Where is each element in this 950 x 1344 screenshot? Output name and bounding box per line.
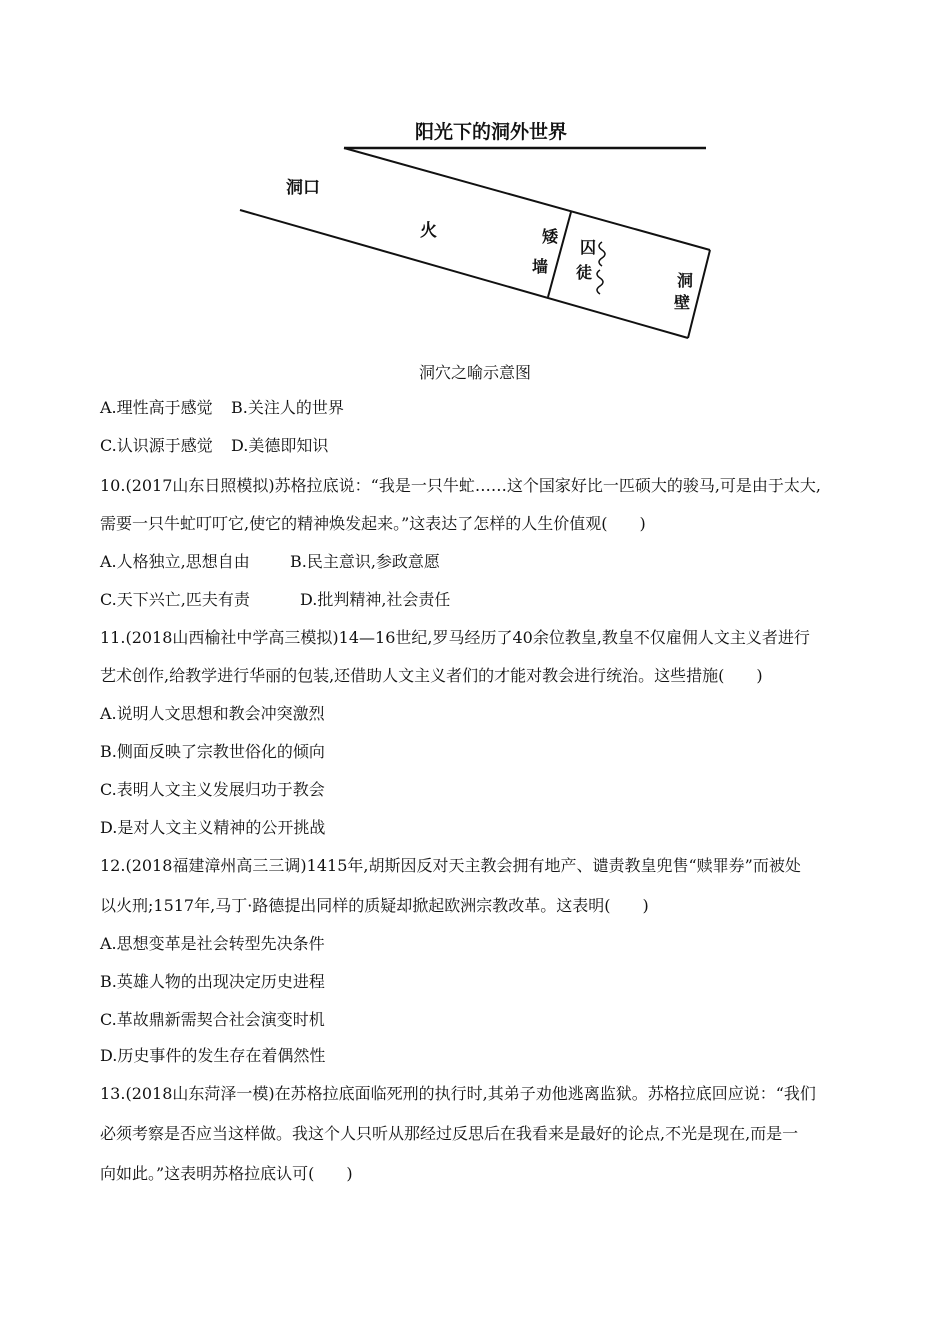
cave-allegory-diagram xyxy=(230,110,730,360)
q13-stem-line-3: 向如此。”这表明苏格拉底认可( ) xyxy=(100,1164,353,1183)
cave-wall-label-1: 洞 xyxy=(677,271,694,290)
q12-stem-line-2: 以火刑;1517年,马丁·路德提出同样的质疑却掀起欧洲宗教改革。这表明( ) xyxy=(100,896,649,915)
q11-option-a: A.说明人文思想和教会冲突激烈 xyxy=(100,704,325,723)
q9-option-b: B.关注人的世界 xyxy=(231,398,344,417)
cave-floor-line xyxy=(240,210,691,338)
q11-stem-line-1: 11.(2018山西榆社中学高三模拟)14—16世纪,罗马经历了40余位教皇,教皇不仅雇佣人文主义者进行 xyxy=(100,628,810,647)
q9-options-row-1 xyxy=(100,398,344,418)
q10-stem-line-1: 10.(2017山东日照模拟)苏格拉底说：“我是一只牛虻……这个国家好比一匹硕大的骏马,可是由于太大, xyxy=(100,476,822,495)
q10-option-c: C.天下兴亡,匹夫有责 xyxy=(100,590,250,609)
outside-world-title: 阳光下的洞外世界 xyxy=(415,121,568,143)
cave-end-wall xyxy=(688,250,710,338)
q9-options-row-2 xyxy=(100,436,329,456)
q12-option-a: A.思想变革是社会转型先决条件 xyxy=(100,934,325,953)
low-wall-label-2: 墙 xyxy=(532,257,549,276)
q10-option-b: B.民主意识,参政意愿 xyxy=(290,552,440,571)
fire-label: 火 xyxy=(420,221,437,241)
q10-options-row-2 xyxy=(100,590,451,610)
q10-stem-line-2: 需要一只牛虻叮叮它,使它的精神焕发起来。”这表达了怎样的人生价值观( ) xyxy=(100,514,646,533)
q11-stem-line-2: 艺术创作,给教学进行华丽的包装,还借助人文主义者们的才能对教会进行统治。这些措施( ) xyxy=(100,666,763,685)
q10-option-d: D.批判精神,社会责任 xyxy=(300,590,451,609)
q13-stem-line-2: 必须考察是否应当这样做。我这个人只听从那经过反思后在我看来是最好的论点,不光是现在,而是一 xyxy=(100,1124,799,1143)
cave-diagram-svg xyxy=(230,110,730,360)
q11-option-d: D.是对人文主义精神的公开挑战 xyxy=(100,818,326,837)
low-wall-line xyxy=(548,212,571,297)
q12-option-c: C.革故鼎新需契合社会演变时机 xyxy=(100,1010,325,1029)
q11-option-b: B.侧面反映了宗教世俗化的倾向 xyxy=(100,742,325,761)
q12-option-d: D.历史事件的发生存在着偶然性 xyxy=(100,1046,326,1065)
q10-option-a: A.人格独立,思想自由 xyxy=(100,552,250,571)
q10-options-row-1 xyxy=(100,552,440,572)
q12-option-b: B.英雄人物的出现决定历史进程 xyxy=(100,972,325,991)
cave-roof-line xyxy=(344,148,710,250)
prisoner-label-2: 徒 xyxy=(576,263,593,282)
cave-wall-label-2: 壁 xyxy=(674,293,691,312)
q11-option-c: C.表明人文主义发展归功于教会 xyxy=(100,780,325,799)
prisoner-squiggle-2 xyxy=(597,270,603,294)
low-wall-label-1: 矮 xyxy=(542,227,559,246)
q9-option-d: D.美德即知识 xyxy=(231,436,329,455)
prisoner-squiggle-1 xyxy=(599,242,605,266)
q9-option-c: C.认识源于感觉 xyxy=(100,436,213,455)
figure-caption: 洞穴之喻示意图 xyxy=(418,363,531,382)
q9-option-a: A.理性高于感觉 xyxy=(100,398,213,417)
prisoner-label-1: 囚 xyxy=(580,238,597,257)
q13-stem-line-1: 13.(2018山东菏泽一模)在苏格拉底面临死刑的执行时,其弟子劝他逃离监狱。苏格拉底回应说：“我们 xyxy=(100,1084,816,1103)
q12-stem-line-1: 12.(2018福建漳州高三三调)1415年,胡斯因反对天主教会拥有地产、谴责教皇兜售“赎罪券”而被处 xyxy=(100,856,801,875)
cave-mouth-label: 洞口 xyxy=(286,178,320,198)
